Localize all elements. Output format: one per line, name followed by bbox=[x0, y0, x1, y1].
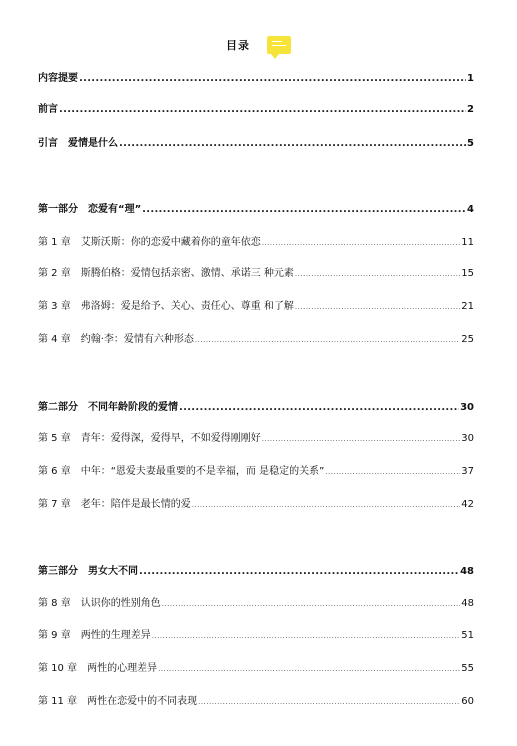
entry-prefix: 第 7 章 bbox=[38, 499, 71, 510]
entry-title: 认识你的性别角色 bbox=[80, 598, 161, 609]
toc-entry-chapter-2[interactable] bbox=[38, 267, 474, 281]
toc-entry-chapter-11[interactable] bbox=[38, 695, 474, 709]
entry-title: 两性在恋爱中的不同表现 bbox=[87, 696, 198, 707]
dot-leader bbox=[295, 300, 460, 314]
entry-title: 恋爱有“理” bbox=[88, 204, 142, 215]
entry-page: 48 bbox=[460, 566, 474, 577]
dot-leader bbox=[179, 401, 459, 415]
entry-page: 15 bbox=[461, 268, 474, 279]
dot-leader bbox=[325, 465, 460, 479]
entry-prefix: 第 11 章 bbox=[38, 696, 78, 707]
dot-leader bbox=[262, 432, 461, 446]
entry-title: 中年：“恩爱夫妻最重要的不是幸福，而 是稳定的关系” bbox=[80, 466, 325, 477]
entry-title: 斯腾伯格：爱情包括亲密、激情、承诺三 种元素 bbox=[80, 268, 294, 279]
toc-entry-introduction[interactable] bbox=[38, 137, 474, 151]
toc-entry-chapter-5[interactable] bbox=[38, 432, 474, 446]
toc-entry-chapter-4[interactable] bbox=[38, 333, 474, 347]
entry-page: 25 bbox=[461, 334, 474, 345]
entry-prefix: 第 4 章 bbox=[38, 334, 71, 345]
entry-title: 爱情是什么 bbox=[68, 138, 118, 149]
toc-entry-part-3[interactable] bbox=[38, 565, 474, 579]
dot-leader bbox=[142, 203, 466, 217]
toc-entry-chapter-9[interactable] bbox=[38, 629, 474, 643]
toc-entry-summary[interactable] bbox=[38, 72, 474, 86]
entry-title: 青年：爱得深，爱得早，不如爱得刚刚好 bbox=[80, 433, 261, 444]
toc-entry-chapter-3[interactable] bbox=[38, 300, 474, 314]
toc-entry-chapter-7[interactable] bbox=[38, 498, 474, 512]
toc-entry-part-1[interactable] bbox=[38, 203, 474, 217]
dot-leader bbox=[192, 498, 461, 512]
entry-title: 老年：陪伴是最长情的爱 bbox=[80, 499, 191, 510]
entry-title: 弗洛姆：爱是给予、关心、责任心、尊重 和了解 bbox=[80, 301, 294, 312]
toc-entry-part-2[interactable] bbox=[38, 401, 474, 415]
toc-header bbox=[0, 34, 517, 54]
toc-entry-chapter-10[interactable] bbox=[38, 662, 474, 676]
entry-title: 两性的心理差异 bbox=[87, 663, 158, 674]
entry-prefix: 第 10 章 bbox=[38, 663, 78, 674]
entry-prefix: 第一部分 bbox=[38, 204, 78, 215]
dot-leader bbox=[79, 72, 466, 86]
entry-prefix: 第 3 章 bbox=[38, 301, 71, 312]
entry-page: 55 bbox=[461, 663, 474, 674]
entry-title: 男女大不同 bbox=[88, 566, 138, 577]
entry-prefix: 第三部分 bbox=[38, 566, 78, 577]
entry-title: 内容提要 bbox=[38, 73, 78, 84]
dot-leader bbox=[195, 333, 460, 347]
entry-page: 42 bbox=[461, 499, 474, 510]
dot-leader bbox=[119, 137, 466, 151]
entry-prefix: 第二部分 bbox=[38, 402, 78, 413]
entry-prefix: 第 6 章 bbox=[38, 466, 71, 477]
entry-page: 30 bbox=[461, 433, 474, 444]
entry-prefix: 第 1 章 bbox=[38, 237, 71, 248]
toc-title: 目录 bbox=[225, 38, 250, 52]
entry-title: 两性的生理差异 bbox=[80, 630, 151, 641]
dot-leader bbox=[295, 267, 460, 281]
dot-leader bbox=[139, 565, 459, 579]
dot-leader bbox=[162, 597, 461, 611]
entry-page: 21 bbox=[461, 301, 474, 312]
entry-title: 前言 bbox=[38, 104, 58, 115]
entry-page: 11 bbox=[461, 237, 474, 248]
entry-page: 2 bbox=[467, 104, 474, 115]
entry-prefix: 第 5 章 bbox=[38, 433, 71, 444]
entry-page: 4 bbox=[467, 204, 474, 215]
entry-page: 5 bbox=[467, 138, 474, 149]
toc-entry-preface[interactable] bbox=[38, 103, 474, 117]
entry-prefix: 第 8 章 bbox=[38, 598, 71, 609]
entry-page: 37 bbox=[461, 466, 474, 477]
entry-title: 不同年龄阶段的爱情 bbox=[88, 402, 178, 413]
dot-leader bbox=[262, 236, 461, 250]
entry-page: 30 bbox=[460, 402, 474, 413]
entry-prefix: 引言 bbox=[38, 138, 58, 149]
dot-leader bbox=[152, 629, 461, 643]
entry-title: 艾斯沃斯：你的恋爱中藏着你的童年依恋 bbox=[80, 237, 261, 248]
toc-entry-chapter-1[interactable] bbox=[38, 236, 474, 250]
dot-leader bbox=[198, 695, 460, 709]
entry-page: 51 bbox=[461, 630, 474, 641]
entry-title: 约翰·李：爱情有六种形态 bbox=[80, 334, 194, 345]
entry-prefix: 第 2 章 bbox=[38, 268, 71, 279]
entry-page: 60 bbox=[461, 696, 474, 707]
dot-leader bbox=[59, 103, 466, 117]
entry-prefix: 第 9 章 bbox=[38, 630, 71, 641]
dot-leader bbox=[158, 662, 460, 676]
toc-entry-chapter-6[interactable] bbox=[38, 465, 474, 479]
toc-entry-chapter-8[interactable] bbox=[38, 597, 474, 611]
entry-page: 48 bbox=[461, 598, 474, 609]
message-note-icon bbox=[267, 36, 291, 54]
entry-page: 1 bbox=[467, 73, 474, 84]
